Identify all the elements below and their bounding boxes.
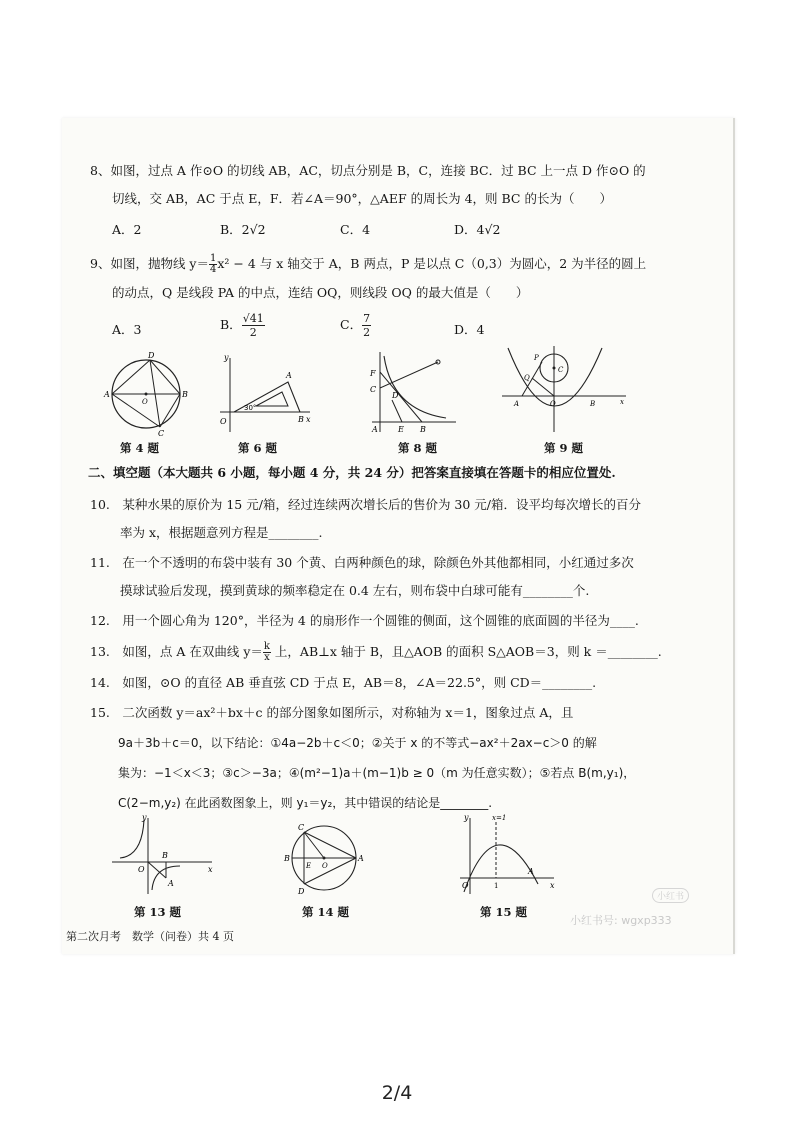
q9-suffix: x² − 4 与 x 轴交于 A，B 两点，P 是以点 C（0,3）为圆心，2 为半径的圆上 [217, 256, 647, 271]
caption-q6: 第 6 题 [238, 441, 278, 455]
caption-q4: 第 4 题 [120, 441, 160, 455]
q15-line1: 15. 二次函数 y＝ax²＋bx＋c 的部分图象如图所示，对称轴为 x＝1，图象过点 A，且 [90, 705, 574, 720]
watermark-text: 小红书号: wgxp333 [570, 914, 672, 927]
svg-text:O: O [550, 400, 556, 408]
q13-suffix: 上，AB⊥x 轴于 B，且△AOB 的面积 S△AOB＝3，则 k ＝________. [270, 644, 662, 659]
page-indicator: 2/4 [381, 1082, 413, 1104]
svg-text:A: A [286, 371, 292, 380]
figure-q9 [494, 344, 630, 436]
caption-q9: 第 9 题 [544, 441, 584, 455]
q9-prefix: 9、如图，抛物线 y＝ [90, 256, 209, 271]
q12-text: 12. 用一个圆心角为 120°，半径为 4 的扇形作一个圆锥的侧面，这个圆锥的底面圆的半径为____. [90, 613, 639, 628]
figure-q6 [212, 354, 312, 436]
svg-text:E: E [306, 862, 312, 870]
q8-option-c: C．4 [340, 222, 371, 237]
svg-text:O: O [220, 417, 227, 426]
figure-q15 [454, 812, 558, 896]
svg-text:D: D [148, 351, 155, 360]
q9-option-c-num: 7 [363, 312, 371, 325]
caption-q14: 第 14 题 [302, 905, 350, 919]
svg-text:B: B [298, 415, 304, 424]
q9-option-b-den: 2 [249, 326, 257, 339]
watermark-badge: 小红书 [652, 888, 689, 903]
svg-text:F: F [370, 369, 376, 378]
svg-text:1: 1 [494, 882, 499, 890]
svg-text:x: x [550, 881, 555, 890]
q10-line1: 10. 某种水果的原价为 15 元/箱，经过连续两次增长后的售价为 30 元/箱．设平均每次增长的百分 [90, 497, 642, 512]
q13-prefix: 13. 如图，点 A 在双曲线 y＝ [90, 644, 263, 659]
q8-line1: 8、如图，过点 A 作⊙O 的切线 AB，AC，切点分别是 B，C，连接 BC．过 BC 上一点 D 作⊙O 的 [90, 163, 646, 178]
q9-line2: 的动点，Q 是线段 PA 的中点，连结 OQ，则线段 OQ 的最大值是（ ） [112, 285, 529, 300]
svg-text:O: O [138, 865, 145, 874]
q9-option-c-fraction [362, 312, 371, 339]
q8-line2: 切线，交 AB，AC 于点 E，F．若∠A＝90°，△AEF 的周长为 4，则 BC 的长为（ ） [112, 191, 612, 206]
svg-text:D: D [392, 391, 399, 400]
svg-text:y: y [224, 354, 229, 362]
q8-option-b: B．2√2 [220, 222, 266, 237]
caption-q13: 第 13 题 [134, 905, 182, 919]
q9-frac-num: 1 [210, 253, 217, 264]
q14-text: 14. 如图，⊙O 的直径 AB 垂直弦 CD 于点 E，AB＝8，∠A＝22.5°，则 CD＝________. [90, 675, 597, 690]
svg-text:A: A [104, 390, 110, 399]
q9-option-b-fraction [242, 312, 265, 339]
svg-text:C: C [370, 385, 377, 394]
q8-option-a: A．2 [112, 222, 142, 237]
q9-option-c-label: C． [340, 317, 363, 332]
q9-option-b-num: √41 [242, 312, 264, 325]
svg-text:A: A [372, 425, 378, 434]
q11-line1: 11. 在一个不透明的布袋中装有 30 个黄、白两种颜色的球，除颜色外其他都相同，小红通过多次 [90, 555, 634, 570]
svg-text:B: B [182, 390, 188, 399]
svg-text:x=1: x=1 [492, 814, 507, 822]
q13-fraction [263, 642, 271, 663]
q13-frac-num: k [263, 641, 270, 652]
q9-option-d: D．4 [454, 322, 485, 337]
svg-text:A: A [358, 854, 364, 863]
q10-line2: 率为 x，根据题意列方程是________. [120, 525, 323, 540]
svg-text:y: y [464, 813, 469, 822]
q11-line2: 摸球试验后发现，摸到黄球的频率稳定在 0.4 左右，则布袋中白球可能有________个. [120, 583, 590, 598]
q9-option-b [220, 312, 265, 339]
svg-text:O: O [322, 862, 328, 870]
figure-q14 [280, 816, 370, 896]
svg-text:Q: Q [524, 374, 530, 382]
section-fill-in-header: 二、填空题（本大题共 6 小题，每小题 4 分，共 24 分）把答案直接填在答题卡的相应位置处. [88, 465, 616, 480]
q9-option-a: A．3 [112, 322, 142, 337]
svg-text:x: x [306, 415, 311, 424]
q9-frac-den: 4 [210, 264, 217, 275]
q15-line2: 9a＋3b＋c＝0，以下结论：①4a−2b＋c＜0；②关于 x 的不等式−ax²＋2ax−c＞0 的解 [118, 736, 597, 750]
q9-option-b-label: B． [220, 317, 242, 332]
svg-text:O: O [462, 881, 469, 890]
svg-text:A: A [514, 400, 520, 408]
q13-text [90, 642, 662, 663]
svg-text:B: B [590, 400, 596, 408]
svg-text:x: x [620, 398, 624, 406]
q9-line1 [90, 254, 646, 275]
figure-q4 [102, 348, 192, 436]
svg-text:30°: 30° [244, 404, 257, 412]
svg-text:C: C [158, 429, 165, 436]
q9-option-c-den: 2 [363, 326, 371, 339]
svg-text:C: C [298, 823, 305, 832]
svg-text:O: O [142, 398, 148, 406]
q8-option-d: D．4√2 [454, 222, 501, 237]
svg-text:E: E [398, 425, 404, 434]
svg-text:B: B [162, 851, 168, 860]
page-footer: 第二次月考 数学（问卷）共 4 页 [66, 930, 234, 943]
svg-text:A: A [168, 879, 174, 888]
q13-frac-den: x [264, 652, 270, 663]
svg-text:B: B [284, 854, 290, 863]
page-edge [733, 118, 735, 954]
q15-line3: 集为：−1＜x＜3；③c＞−3a；④(m²−1)a＋(m−1)b ≥ 0（m 为任意实数）；⑤若点 B(m,y₁)， [118, 766, 636, 780]
caption-q15: 第 15 题 [480, 905, 528, 919]
svg-text:y: y [142, 814, 147, 822]
svg-text:C: C [558, 366, 564, 374]
svg-text:A: A [528, 867, 534, 876]
svg-text:B: B [420, 425, 426, 434]
svg-text:x: x [208, 865, 213, 874]
caption-q8: 第 8 题 [398, 441, 438, 455]
figure-q13 [108, 814, 218, 896]
figure-q8 [362, 348, 458, 436]
q15-line4: C(2−m,y₂) 在此函数图象上，则 y₁＝y₂，其中错误的结论是________. [118, 796, 493, 810]
q9-option-c [340, 312, 371, 339]
svg-text:P: P [534, 354, 539, 362]
svg-text:D: D [298, 887, 305, 896]
exam-page [62, 118, 735, 954]
